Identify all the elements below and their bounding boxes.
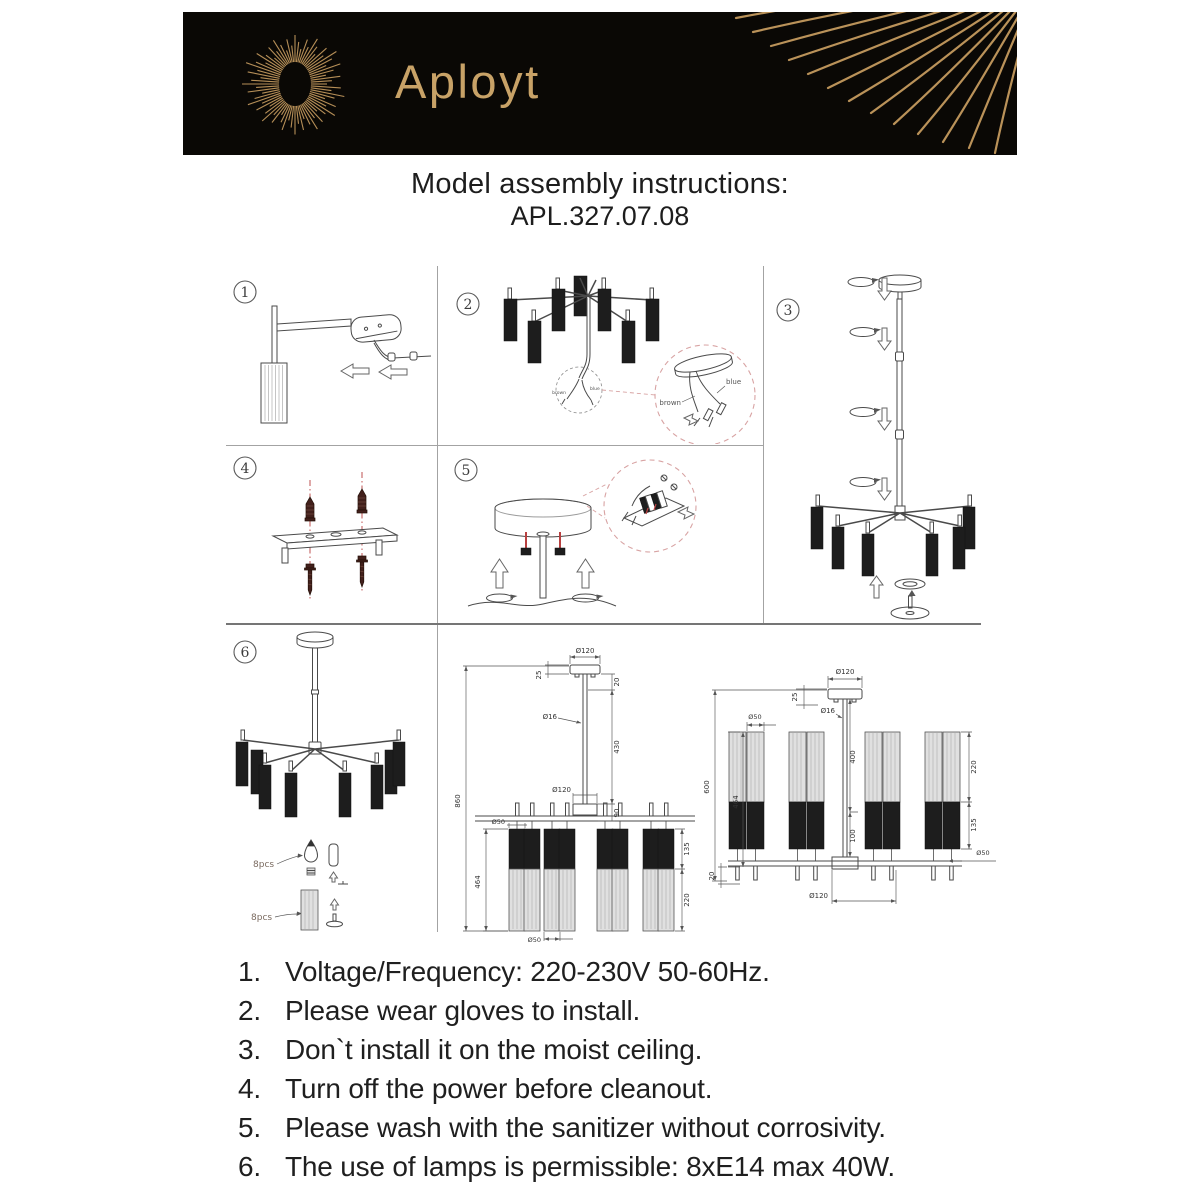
- canopy-fixing-drawing: [468, 460, 696, 606]
- list-item: [238, 991, 1018, 1030]
- shade-qty-label: 8pcs: [251, 913, 273, 923]
- note-number: 3.: [238, 1034, 261, 1065]
- step-5-number: 5: [461, 463, 471, 479]
- rod-assembly-drawing: [811, 275, 975, 619]
- dimension-drawing-front: [445, 635, 710, 945]
- list-item: [238, 1069, 1018, 1108]
- step-6-number: 6: [240, 645, 250, 661]
- sunburst-logo-icon: [242, 35, 344, 135]
- dimension-drawing-inverted: [700, 652, 1000, 942]
- slide-arrow-left-icon: [341, 364, 369, 378]
- list-item: [238, 952, 1018, 991]
- dim-b-total-h: 600: [703, 780, 711, 794]
- small-fitting-icon: [327, 899, 343, 927]
- up-arrow-icon-2: [577, 559, 594, 588]
- dim-b-seg-top: 220: [970, 760, 978, 774]
- dim-b-bottom-off: 20: [708, 871, 716, 881]
- note-text: The use of lamps is permissible: 8xE14 max 40W.: [285, 1151, 895, 1182]
- dim-seg-bottom: 220: [683, 893, 691, 907]
- list-item: [238, 1030, 1018, 1069]
- dim-hub-gap: 90: [613, 808, 621, 818]
- page-title: Model assembly instructions:: [411, 168, 789, 200]
- rotate-arrow-icons: [848, 278, 881, 487]
- wire-label-blue: blue: [726, 378, 742, 386]
- brand-logo-text: Aployt: [395, 55, 541, 108]
- step-4-number: 4: [240, 461, 250, 477]
- dim-gap-top: 20: [613, 677, 621, 687]
- rays-decoration-icon: [736, 12, 1017, 153]
- instruction-list: [238, 952, 1018, 1186]
- wall-plug-icon-2: [357, 489, 367, 513]
- final-assembly-drawing: [236, 632, 405, 930]
- dim-total-h: 860: [454, 794, 462, 808]
- terminal-block-detail: [622, 475, 694, 526]
- step-5-diagram: [438, 446, 763, 622]
- note-text: Voltage/Frequency: 220-230V 50-60Hz.: [285, 956, 770, 987]
- step-1-number: 1: [240, 285, 250, 301]
- dim-b-seg-bottom: 135: [970, 818, 978, 832]
- dim-b-hub-gap: 100: [849, 829, 857, 843]
- step-1-diagram: [225, 266, 437, 444]
- screw-icon-2: [357, 556, 368, 587]
- up-arrow-icon: [870, 576, 883, 598]
- dim-b-rod-dia: Ø16: [820, 707, 835, 715]
- header-art: [183, 12, 1017, 155]
- mounting-bracket-drawing: [273, 472, 397, 600]
- up-arrow-icon: [491, 559, 508, 588]
- step-6-diagram: [225, 624, 437, 932]
- dim-shades-h: 464: [474, 875, 482, 889]
- note-number: 5.: [238, 1112, 261, 1143]
- dim-rod-len: 430: [613, 740, 621, 754]
- dim-b-shades-h: 464: [732, 795, 740, 809]
- dim-hub-dia: Ø120: [552, 786, 571, 794]
- dim-b-canopy-dia: Ø120: [835, 668, 855, 676]
- note-number: 4.: [238, 1073, 261, 1104]
- step-2-diagram: [438, 266, 763, 444]
- dim-canopy-dia: Ø120: [575, 647, 595, 655]
- note-text: Don`t install it on the moist ceiling.: [285, 1034, 703, 1065]
- bulb-icon: [305, 840, 318, 875]
- dim-bottom-dia: Ø50: [527, 936, 541, 944]
- down-arrow-icons: [878, 278, 891, 500]
- step-3-number: 3: [783, 303, 793, 319]
- dim-shade-dia: Ø50: [491, 818, 505, 826]
- note-text: Please wash with the sanitizer without corrosivity.: [285, 1112, 886, 1143]
- bulb-qty-label: 8pcs: [253, 860, 275, 870]
- dim-b-canopy-h: 25: [791, 692, 799, 702]
- front-view-object: [475, 665, 695, 931]
- shades-front: [509, 829, 674, 931]
- inverted-view-object: [728, 689, 962, 880]
- list-item: [238, 1147, 1018, 1186]
- wire-label-brown-small: brown: [552, 391, 566, 396]
- note-number: 6.: [238, 1151, 261, 1182]
- dim-seg-top: 135: [683, 842, 691, 856]
- dim-b-hub-dia: Ø120: [809, 892, 828, 900]
- wire-label-brown: brown: [659, 399, 681, 407]
- model-number: APL.327.07.08: [510, 201, 690, 231]
- wall-plug-icon: [305, 497, 315, 521]
- list-item: [238, 1108, 1018, 1147]
- screw-icon: [305, 564, 316, 595]
- arm-assembly-drawing: [261, 306, 431, 423]
- slide-arrow-left-icon-2: [379, 365, 407, 379]
- note-number: 2.: [238, 995, 261, 1026]
- wire-label-blue-small: blue: [590, 387, 600, 392]
- step-4-diagram: [225, 446, 437, 622]
- note-text: Please wear gloves to install.: [285, 995, 641, 1026]
- chandelier-wiring-drawing: [504, 276, 755, 444]
- dim-b-side-dia: Ø50: [976, 849, 990, 857]
- dim-canopy-h: 25: [535, 670, 543, 680]
- note-number: 1.: [238, 956, 261, 987]
- step-3-diagram: [764, 266, 980, 620]
- note-text: Turn off the power before cleanout.: [285, 1073, 713, 1104]
- step-2-number: 2: [463, 297, 473, 313]
- dim-b-shade-dia: Ø50: [748, 713, 762, 721]
- dim-rod-dia: Ø16: [542, 713, 557, 721]
- dim-b-rod-len: 400: [849, 750, 857, 764]
- socket-part-icon: [329, 844, 348, 884]
- header-banner: [183, 12, 1017, 155]
- shade-part-icon: [301, 890, 318, 930]
